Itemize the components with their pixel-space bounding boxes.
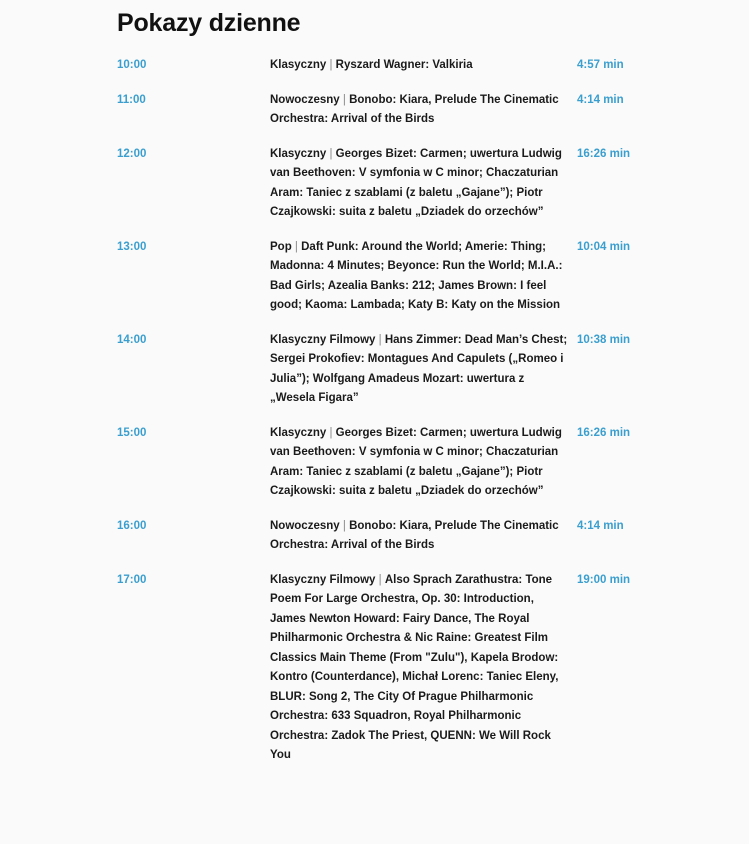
show-duration: 16:26 min bbox=[577, 426, 631, 439]
show-genre: Klasyczny Filmowy bbox=[270, 573, 376, 586]
show-genre: Klasyczny bbox=[270, 59, 327, 71]
show-program: Ryszard Wagner: Valkiria bbox=[335, 59, 473, 71]
schedule-row bbox=[117, 517, 657, 556]
schedule-row bbox=[117, 238, 657, 316]
genre-separator: | bbox=[375, 333, 385, 346]
show-program: Georges Bizet: Carmen; uwertura Ludwig van Beethoven: V symfonia w C minor; Chaczaturian Aram: Taniec z szablami (z baletu „Gajane”); Piotr Czajkowski: suita z baletu „Dziadek do orzechów” bbox=[270, 147, 562, 218]
show-duration: 10:38 min bbox=[577, 333, 631, 346]
show-duration: 10:04 min bbox=[577, 240, 631, 253]
page-title: Pokazy dzienne bbox=[117, 9, 301, 37]
show-program: Hans Zimmer: Dead Man’s Chest; Sergei Prokofiev: Montagues And Capulets („Romeo i Julia”); Wolfgang Amadeus Mozart: uwertura z „Wesela Figara” bbox=[270, 333, 568, 404]
show-duration: 19:00 min bbox=[577, 573, 631, 586]
show-genre: Klasyczny bbox=[270, 426, 327, 439]
genre-separator: | bbox=[339, 519, 350, 532]
show-duration: 4:57 min bbox=[577, 59, 624, 71]
schedule-list bbox=[117, 56, 657, 766]
schedule-row bbox=[117, 145, 657, 223]
genre-separator: | bbox=[375, 573, 385, 586]
show-program: Bonobo: Kiara, Prelude The Cinematic Orchestra: Arrival of the Birds bbox=[270, 519, 559, 551]
schedule-row bbox=[117, 56, 657, 76]
show-description bbox=[270, 331, 570, 409]
show-genre: Nowoczesny bbox=[270, 519, 340, 532]
show-time: 11:00 bbox=[117, 93, 146, 106]
genre-separator: | bbox=[326, 59, 336, 71]
show-time: 16:00 bbox=[117, 519, 147, 532]
show-genre: Pop bbox=[270, 240, 292, 253]
genre-separator: | bbox=[326, 426, 336, 439]
show-time: 14:00 bbox=[117, 333, 147, 346]
show-time: 17:00 bbox=[117, 573, 147, 586]
show-description bbox=[270, 517, 570, 556]
show-program: Also Sprach Zarathustra: Tone Poem For Large Orchestra, Op. 30: Introduction, James Newton Howard: Fairy Dance, The Royal Philharmonic Orchestra & Nic Raine: Greatest Film Classics Main Theme (From "Zulu"), Kapela Brodow: Kontro (Counterdance), Michał Lorenc: Taniec Eleny, BLUR: Song 2, The City Of Prague Philharmonic Orchestra: 633 Squadron, Royal Philharmonic Orchestra: Zadok The Priest, QUENN: We Will Rock You bbox=[270, 573, 559, 761]
show-genre: Nowoczesny bbox=[270, 93, 340, 106]
show-time: 10:00 bbox=[117, 59, 147, 71]
show-description bbox=[270, 91, 570, 130]
show-program: Daft Punk: Around the World; Amerie: Thing; Madonna: 4 Minutes; Beyonce: Run the World; M.I.A.: Bad Girls; Azealia Banks: 212; James Brown: I feel good; Kaoma: Lambada; Katy B: Katy on the Mission bbox=[270, 240, 563, 311]
schedule-row bbox=[117, 91, 657, 130]
show-genre: Klasyczny bbox=[270, 147, 327, 160]
show-time: 15:00 bbox=[117, 426, 147, 439]
show-program: Georges Bizet: Carmen; uwertura Ludwig van Beethoven: V symfonia w C minor; Chaczaturian Aram: Taniec z szablami (z baletu „Gajane”); Piotr Czajkowski: suita z baletu „Dziadek do orzechów” bbox=[270, 426, 562, 497]
genre-separator: | bbox=[339, 93, 350, 106]
genre-separator: | bbox=[291, 240, 302, 253]
schedule-row bbox=[117, 424, 657, 502]
show-time: 13:00 bbox=[117, 240, 147, 253]
show-description bbox=[270, 145, 570, 223]
show-program: Bonobo: Kiara, Prelude The Cinematic Orchestra: Arrival of the Birds bbox=[270, 93, 559, 125]
schedule-row bbox=[117, 571, 657, 766]
show-description bbox=[270, 56, 570, 76]
show-duration: 16:26 min bbox=[577, 147, 631, 160]
genre-separator: | bbox=[326, 147, 336, 160]
show-description bbox=[270, 238, 570, 316]
schedule-row bbox=[117, 331, 657, 409]
show-time: 12:00 bbox=[117, 147, 147, 160]
show-description bbox=[270, 571, 570, 766]
show-duration: 4:14 min bbox=[577, 93, 624, 106]
show-description bbox=[270, 424, 570, 502]
show-genre: Klasyczny Filmowy bbox=[270, 333, 376, 346]
show-duration: 4:14 min bbox=[577, 519, 624, 532]
